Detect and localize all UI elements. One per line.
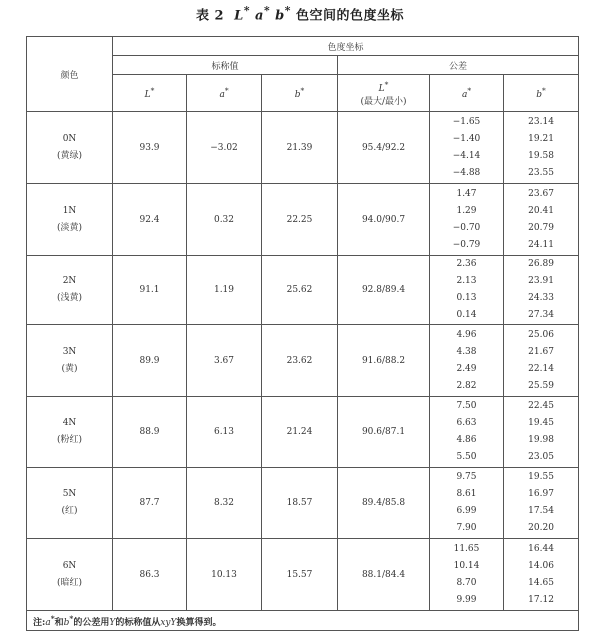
- nominal-L-cell: 89.9: [113, 325, 187, 397]
- tolerance-b-value: 17.12: [528, 594, 554, 605]
- nominal-b-cell: 21.24: [262, 397, 338, 468]
- header-nominal: 标称值: [113, 56, 338, 75]
- tolerance-b-value: 19.21: [528, 133, 554, 144]
- color-name: (红): [61, 506, 78, 516]
- tolerance-b-value: 14.06: [528, 560, 554, 571]
- tolerance-a-value: 0.14: [456, 310, 477, 320]
- tolerance-b-value: 25.06: [528, 329, 554, 340]
- nominal-b-cell: 25.62: [262, 256, 338, 325]
- header-tolerance: 公差: [338, 56, 579, 75]
- tolerance-L-cell: 95.4/92.2: [338, 112, 430, 184]
- tolerance-b-value: 23.14: [528, 116, 554, 127]
- tolerance-a-value: 2.13: [456, 276, 477, 286]
- header-tolerance-a: a*: [430, 75, 504, 112]
- color-name: (黄绿): [56, 150, 83, 161]
- color-cell: [27, 184, 113, 256]
- nominal-a-cell: −3.02: [187, 112, 262, 184]
- tolerance-b-cell: [504, 112, 579, 184]
- nominal-a-cell: 10.13: [187, 539, 262, 611]
- tolerance-a-value: −4.88: [452, 167, 481, 178]
- tolerance-b-cell: [504, 397, 579, 468]
- tolerance-a-value: 4.96: [456, 329, 477, 340]
- tolerance-a-value: 6.63: [456, 418, 477, 428]
- tolerance-b-cell: [504, 256, 579, 325]
- tolerance-a-value: −1.40: [452, 133, 481, 144]
- tolerance-b-value: 27.34: [528, 310, 554, 320]
- tolerance-b-value: 19.45: [528, 418, 554, 428]
- tolerance-b-value: 14.65: [528, 577, 554, 588]
- table-row: [27, 539, 579, 611]
- tolerance-b-value: 26.89: [528, 259, 554, 269]
- tolerance-a-value: −4.14: [452, 150, 481, 161]
- tolerance-b-value: 22.45: [528, 401, 554, 411]
- tolerance-b-cell: [504, 539, 579, 611]
- header-nominal-a: a*: [187, 75, 262, 112]
- color-name: (浅黄): [56, 293, 83, 303]
- nominal-b-cell: 21.39: [262, 112, 338, 184]
- color-code: 3N: [62, 346, 77, 357]
- tolerance-b-value: 19.55: [528, 472, 554, 482]
- tolerance-a-value: 9.99: [456, 594, 477, 605]
- nominal-a-cell: 3.67: [187, 325, 262, 397]
- nominal-L-cell: 91.1: [113, 256, 187, 325]
- table-row: [27, 468, 579, 539]
- color-cell: [27, 539, 113, 611]
- tolerance-b-value: 22.14: [528, 363, 554, 374]
- tolerance-a-value: 0.13: [456, 293, 477, 303]
- tolerance-a-cell: [430, 468, 504, 539]
- color-name: (暗红): [56, 577, 83, 588]
- nominal-L-cell: 92.4: [113, 184, 187, 256]
- header-tolerance-L: L* (最大/最小): [338, 75, 430, 112]
- tolerance-a-value: 5.50: [456, 452, 477, 462]
- header-color: 颜色: [27, 37, 113, 112]
- table-row: [27, 112, 579, 184]
- tolerance-a-cell: [430, 256, 504, 325]
- color-code: 2N: [62, 276, 77, 286]
- nominal-a-cell: 8.32: [187, 468, 262, 539]
- tolerance-b-value: 23.91: [528, 276, 554, 286]
- tolerance-a-value: 7.50: [456, 401, 477, 411]
- tolerance-a-value: 2.49: [456, 363, 477, 374]
- tolerance-a-cell: [430, 397, 504, 468]
- tolerance-L-cell: 90.6/87.1: [338, 397, 430, 468]
- nominal-b-cell: 22.25: [262, 184, 338, 256]
- nominal-L-cell: 88.9: [113, 397, 187, 468]
- header-tolerance-b: b*: [504, 75, 579, 112]
- table-row: [27, 184, 579, 256]
- tolerance-b-value: 21.67: [528, 346, 554, 357]
- color-code: 1N: [62, 205, 77, 216]
- color-name: (黄): [61, 363, 78, 374]
- tolerance-a-value: −0.79: [452, 239, 481, 250]
- tolerance-b-value: 17.54: [528, 506, 554, 516]
- nominal-a-cell: 0.32: [187, 184, 262, 256]
- tolerance-a-value: 4.38: [456, 346, 477, 357]
- nominal-L-cell: 87.7: [113, 468, 187, 539]
- color-cell: [27, 468, 113, 539]
- tolerance-L-cell: 94.0/90.7: [338, 184, 430, 256]
- tolerance-b-value: 23.55: [528, 167, 554, 178]
- table-title: 表 2 L* a* b* 色空间的色度坐标: [196, 4, 404, 24]
- tolerance-a-cell: [430, 184, 504, 256]
- tolerance-a-value: 2.82: [456, 380, 477, 391]
- nominal-b-cell: 15.57: [262, 539, 338, 611]
- tolerance-a-value: 9.75: [456, 472, 477, 482]
- header-chroma-coordinates: 色度坐标: [113, 37, 579, 56]
- tolerance-a-value: 8.61: [456, 489, 477, 499]
- tolerance-a-value: 10.14: [453, 560, 480, 571]
- chroma-table: [26, 36, 579, 631]
- tolerance-a-value: 2.36: [456, 259, 477, 269]
- tolerance-a-value: 1.47: [456, 188, 477, 199]
- tolerance-b-value: 16.97: [528, 489, 554, 499]
- table-row: [27, 397, 579, 468]
- nominal-L-cell: 93.9: [113, 112, 187, 184]
- tolerance-a-value: 4.86: [456, 435, 477, 445]
- tolerance-a-value: −1.65: [452, 116, 481, 127]
- nominal-b-cell: 18.57: [262, 468, 338, 539]
- nominal-a-cell: 1.19: [187, 256, 262, 325]
- tolerance-L-cell: 88.1/84.4: [338, 539, 430, 611]
- tolerance-b-cell: [504, 468, 579, 539]
- color-cell: [27, 112, 113, 184]
- header-nominal-L: L*: [113, 75, 187, 112]
- color-code: 6N: [62, 560, 77, 571]
- tolerance-L-cell: 89.4/85.8: [338, 468, 430, 539]
- color-cell: [27, 397, 113, 468]
- color-code: 4N: [62, 418, 77, 428]
- tolerance-b-cell: [504, 325, 579, 397]
- tolerance-b-value: 20.41: [528, 205, 554, 216]
- tolerance-b-value: 24.33: [528, 293, 554, 303]
- nominal-b-cell: 23.62: [262, 325, 338, 397]
- tolerance-b-value: 20.79: [528, 222, 554, 233]
- tolerance-a-value: 1.29: [456, 205, 477, 216]
- color-name: (粉红): [56, 435, 83, 445]
- color-name: (淡黄): [56, 222, 83, 233]
- color-cell: [27, 325, 113, 397]
- table-note: 注:a*和b*的公差用Y的标称值从xyY换算得到。: [27, 611, 579, 631]
- tolerance-a-cell: [430, 539, 504, 611]
- tolerance-a-value: 8.70: [456, 577, 477, 588]
- tolerance-b-value: 19.98: [528, 435, 554, 445]
- color-code: 0N: [62, 133, 77, 144]
- tolerance-b-value: 23.67: [528, 188, 554, 199]
- tolerance-a-value: 7.90: [456, 523, 477, 533]
- tolerance-b-value: 19.58: [528, 150, 554, 161]
- color-cell: [27, 256, 113, 325]
- tolerance-a-value: 11.65: [453, 543, 480, 554]
- table-row: [27, 325, 579, 397]
- nominal-L-cell: 86.3: [113, 539, 187, 611]
- tolerance-L-cell: 91.6/88.2: [338, 325, 430, 397]
- tolerance-a-cell: [430, 112, 504, 184]
- nominal-a-cell: 6.13: [187, 397, 262, 468]
- tolerance-L-cell: 92.8/89.4: [338, 256, 430, 325]
- tolerance-b-value: 25.59: [528, 380, 554, 391]
- tolerance-b-value: 24.11: [528, 239, 554, 250]
- tolerance-a-cell: [430, 325, 504, 397]
- table-row: [27, 256, 579, 325]
- tolerance-b-value: 20.20: [528, 523, 554, 533]
- tolerance-b-cell: [504, 184, 579, 256]
- tolerance-a-value: 6.99: [456, 506, 477, 516]
- color-code: 5N: [62, 489, 77, 499]
- tolerance-b-value: 16.44: [528, 543, 554, 554]
- tolerance-a-value: −0.70: [452, 222, 481, 233]
- header-nominal-b: b*: [262, 75, 338, 112]
- tolerance-b-value: 23.05: [528, 452, 554, 462]
